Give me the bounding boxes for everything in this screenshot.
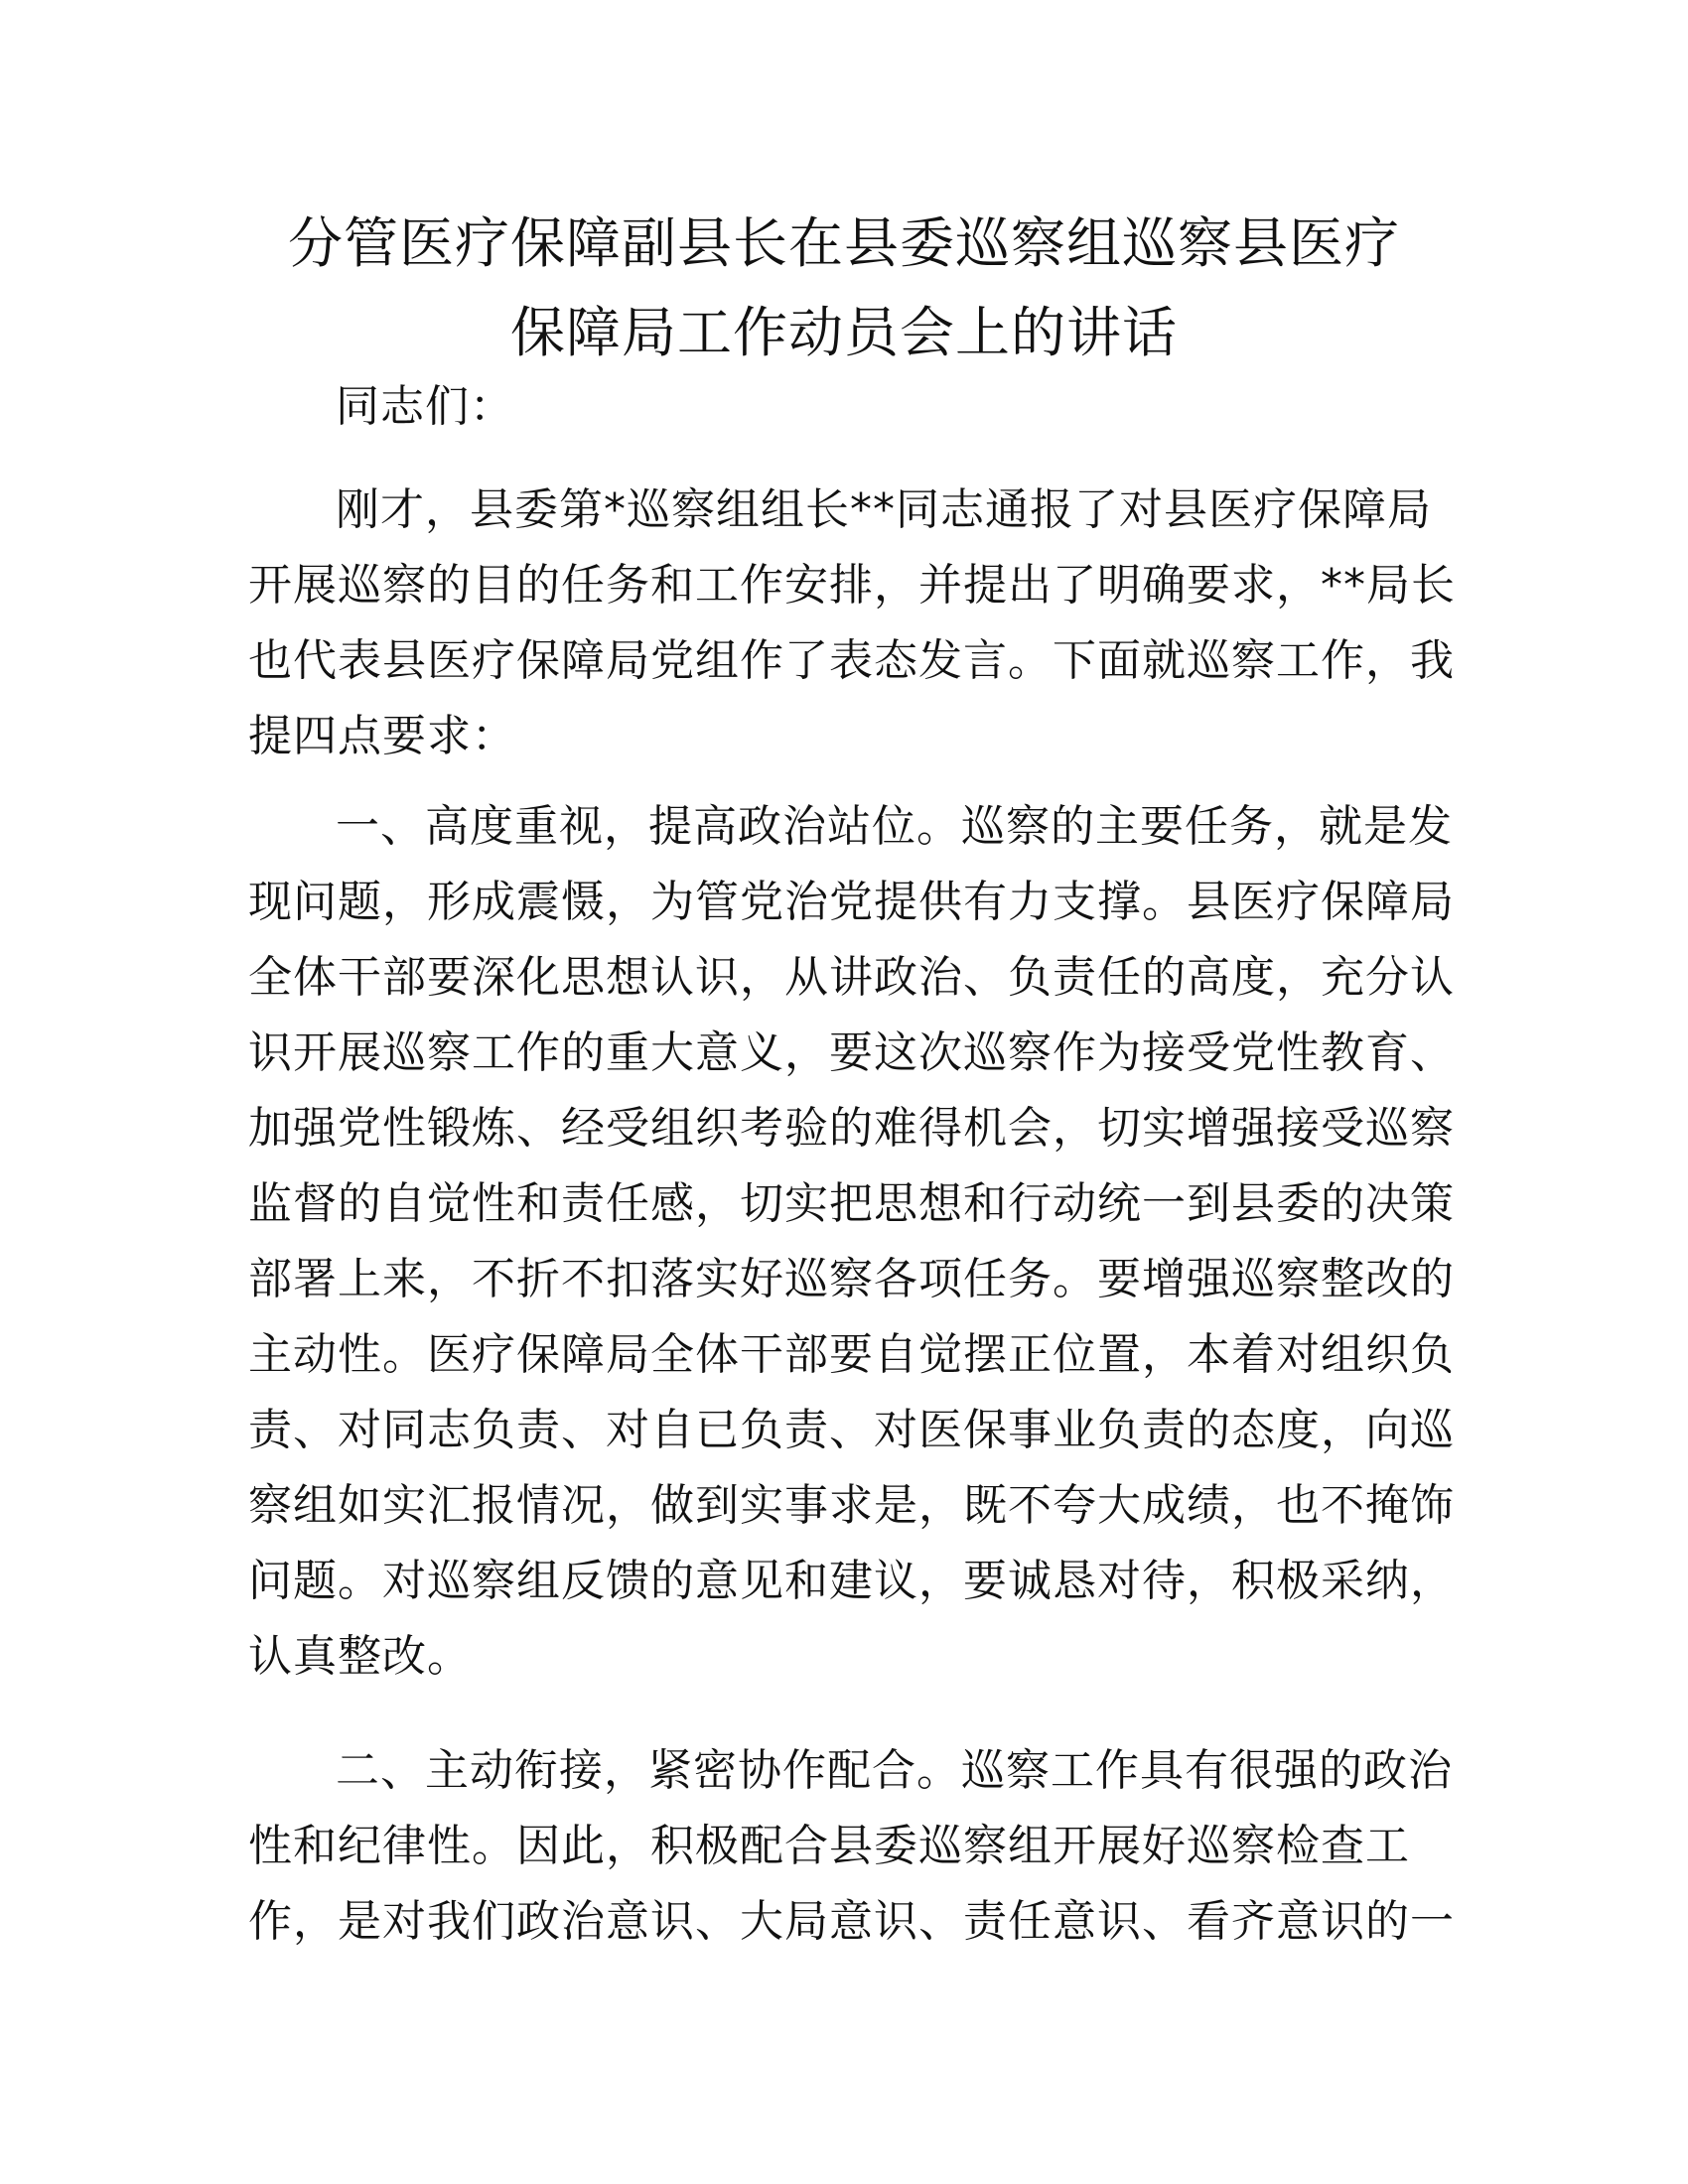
title-line-1: 分管医疗保障副县长在县委巡察组巡察县医疗 bbox=[287, 211, 1400, 275]
paragraph-line: 提四点要求： bbox=[248, 711, 516, 761]
paragraph-line: 性和纪律性。因此，积极配合县委巡察组开展好巡察检查工 bbox=[248, 1821, 1410, 1871]
paragraph-1 bbox=[248, 473, 1456, 774]
paragraph-line: 主动性。医疗保障局全体干部要自觉摆正位置，本着对组织负 bbox=[248, 1329, 1455, 1380]
salutation: 同志们： bbox=[336, 381, 514, 432]
salutation-block bbox=[248, 369, 1440, 445]
paragraph-line: 一、高度重视，提高政治站位。巡察的主要任务，就是发 bbox=[336, 801, 1453, 852]
paragraph-line: 也代表县医疗保障局党组作了表态发言。下面就巡察工作，我 bbox=[248, 635, 1455, 686]
paragraph-line: 开展巡察的目的任务和工作安排，并提出了明确要求，**局长 bbox=[248, 560, 1456, 611]
paragraph-line: 全体干部要深化思想认识，从讲政治、负责任的高度，充分认 bbox=[248, 952, 1455, 1003]
paragraph-line: 刚才，县委第*巡察组组长**同志通报了对县医疗保障局 bbox=[336, 484, 1432, 535]
paragraph-2 bbox=[248, 789, 1455, 1695]
title-line-2: 保障局工作动员会上的讲话 bbox=[509, 301, 1178, 364]
paragraph-line: 部署上来，不折不扣落实好巡察各项任务。要增强巡察整改的 bbox=[248, 1254, 1455, 1304]
paragraph-line: 察组如实汇报情况，做到实事求是，既不夸大成绩，也不掩饰 bbox=[248, 1480, 1455, 1531]
paragraph-line: 认真整改。 bbox=[248, 1631, 472, 1682]
paragraph-line: 作，是对我们政治意识、大局意识、责任意识、看齐意识的一 bbox=[248, 1896, 1455, 1947]
paragraph-line: 识开展巡察工作的重大意义，要这次巡察作为接受党性教育、 bbox=[248, 1027, 1455, 1078]
paragraph-line: 问题。对巡察组反馈的意见和建议，要诚恳对待，积极采纳， bbox=[248, 1556, 1455, 1606]
paragraph-line: 加强党性锻炼、经受组织考验的难得机会，切实增强接受巡察 bbox=[248, 1103, 1455, 1154]
paragraph-line: 现问题，形成震慑，为管党治党提供有力支撑。县医疗保障局 bbox=[248, 877, 1455, 927]
paragraph-line: 责、对同志负责、对自已负责、对医保事业负责的态度，向巡 bbox=[248, 1405, 1455, 1455]
document-title bbox=[199, 199, 1489, 377]
paragraph-line: 二、主动衔接，紧密协作配合。巡察工作具有很强的政治 bbox=[336, 1745, 1453, 1796]
paragraph-line: 监督的自觉性和责任感，切实把思想和行动统一到县委的决策 bbox=[248, 1178, 1455, 1229]
paragraph-3 bbox=[248, 1733, 1455, 1960]
